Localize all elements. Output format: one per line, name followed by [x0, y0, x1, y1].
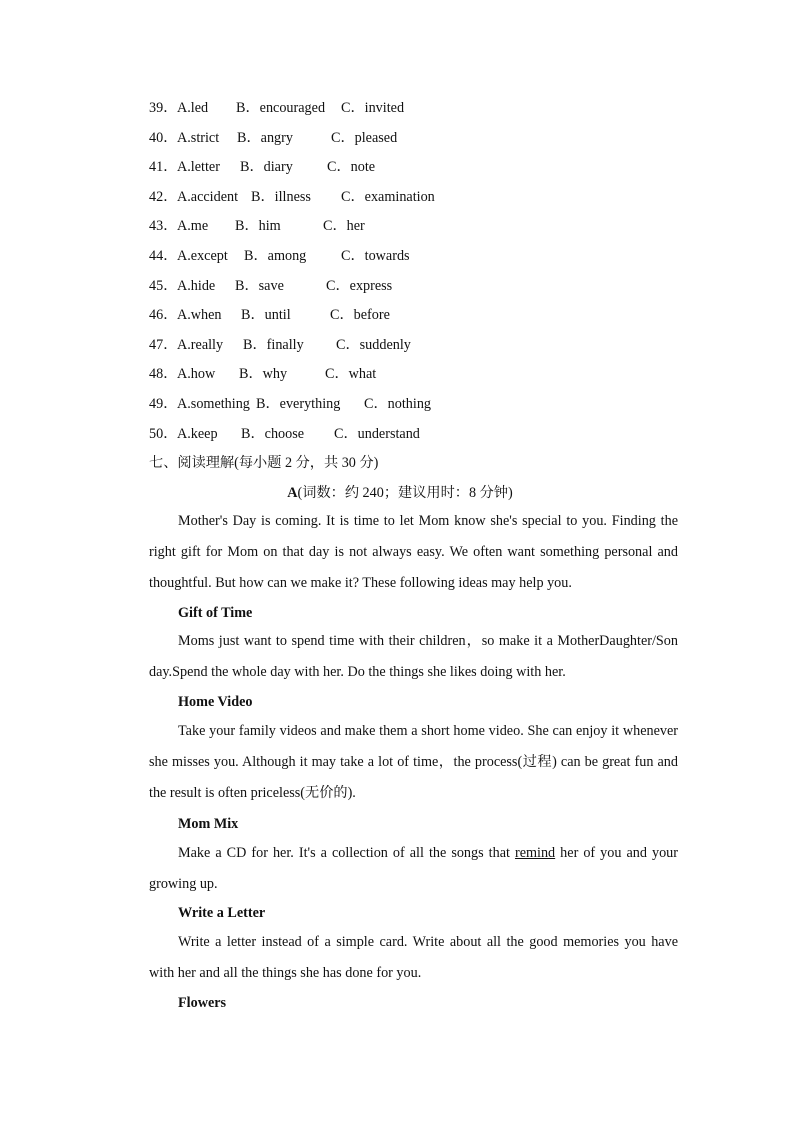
option-c: C．what: [325, 366, 377, 383]
question-number: 50．: [149, 425, 178, 442]
option-b: B．diary: [240, 159, 293, 176]
passage-subtitle: [0, 483, 800, 503]
section-title: 七、阅读理解(每小题 2 分，共 30 分): [149, 455, 379, 471]
heading-flowers: Flowers: [178, 995, 227, 1011]
option-b: B．until: [241, 307, 291, 324]
option-c: C．pleased: [331, 129, 398, 146]
option-b: B．among: [244, 248, 307, 264]
gift-paragraph: Moms just want to spend time with their children，so make it a MotherDaughter/Son day.Spend the whole day with her. Do the things she likes doing with her.: [149, 633, 678, 680]
option-b: B．why: [239, 366, 288, 383]
intro-paragraph: Mother's Day is coming. It is time to let Mom know she's special to you. Finding the right gift for Mom on that day is not always easy. We often want something personal and thoughtful. But how can we make it? These following ideas may help you.: [149, 513, 678, 591]
question-number: 49．: [149, 396, 178, 412]
heading-home-video: Home Video: [178, 694, 253, 710]
question-number: 46．: [149, 307, 178, 324]
underlined-word: remind: [514, 845, 556, 861]
option-a: A.me: [177, 218, 209, 235]
option-b: B．him: [235, 218, 281, 235]
question-number: 45．: [149, 277, 178, 294]
option-a: A.really: [177, 336, 224, 353]
option-a: A.when: [177, 307, 222, 324]
option-c: C．examination: [341, 188, 435, 205]
option-c: C．towards: [341, 248, 410, 264]
option-c: C．invited: [341, 100, 405, 116]
passage-label: A: [287, 485, 298, 501]
option-a: A.hide: [177, 277, 216, 294]
option-a: A.accident: [177, 188, 239, 205]
mix-text-start: Make a CD for her. It's a collection of all the songs that: [178, 845, 515, 861]
question-number: 42．: [149, 188, 178, 205]
heading-write-a-letter: Write a Letter: [178, 905, 266, 921]
option-a: A.led: [177, 100, 209, 116]
video-paragraph: Take your family videos and make them a short home video. She can enjoy it whenever she misses you. Although it may take a lot of time，the process(过程) can be great fun and the result is often priceless(无价的).: [149, 723, 678, 801]
question-number: 41．: [149, 159, 178, 176]
question-number: 43．: [149, 218, 178, 235]
option-c: C．understand: [334, 425, 420, 442]
option-b: B．everything: [256, 396, 341, 412]
option-a: A.strict: [177, 129, 220, 146]
option-a: A.letter: [177, 159, 220, 176]
option-c: C．her: [323, 218, 365, 235]
question-number: 48．: [149, 366, 178, 383]
option-b: B．illness: [251, 188, 311, 205]
heading-gift-of-time: Gift of Time: [178, 605, 253, 621]
mix-text-end: her of you and your growing up.: [149, 845, 678, 892]
question-number: 47．: [149, 336, 178, 353]
letter-paragraph: Write a letter instead of a simple card. Write about all the good memories you have with her and all the things she has done for you.: [149, 934, 678, 981]
heading-mom-mix: Mom Mix: [178, 816, 239, 832]
option-c: C．suddenly: [336, 336, 411, 353]
question-number: 44．: [149, 248, 178, 264]
option-b: B．save: [235, 277, 284, 294]
option-b: B．finally: [243, 336, 304, 353]
passage-info: (词数：约 240；建议用时：8 分钟): [297, 485, 513, 501]
option-c: C．note: [327, 159, 376, 176]
question-number: 40．: [149, 129, 178, 146]
option-a: A.keep: [177, 425, 218, 442]
option-a: A.how: [177, 366, 216, 383]
question-number: 39．: [149, 100, 178, 116]
option-c: C．nothing: [364, 396, 432, 412]
option-a: A.something: [177, 396, 250, 412]
option-b: B．angry: [237, 129, 293, 146]
option-b: B．encouraged: [236, 100, 326, 116]
mix-paragraph: [149, 838, 678, 900]
option-a: A.except: [177, 248, 228, 264]
option-c: C．before: [330, 307, 390, 324]
option-c: C．express: [326, 277, 393, 294]
option-b: B．choose: [241, 425, 305, 442]
